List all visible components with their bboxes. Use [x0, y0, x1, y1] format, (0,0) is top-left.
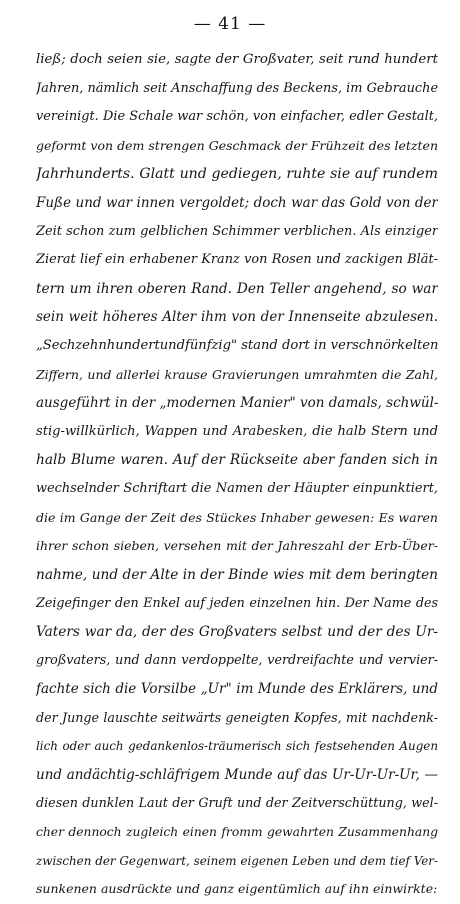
text-line: ihrer schon sieben, versehen mit der Jahreszahl der Erb-Über-	[36, 538, 438, 554]
text-line: sunkenen ausdrückte und ganz eigentümlich auf ihn einwirkte:	[36, 881, 438, 897]
text-line: halb Blume waren. Auf der Rückseite aber fanden sich in	[36, 452, 438, 469]
text-line: wechselnder Schriftart die Namen der Häupter einpunktiert,	[36, 480, 438, 496]
text-line: Ziffern, und allerlei krause Gravierungen umrahmten die Zahl,	[36, 366, 438, 382]
text-line: der Junge lauschte seitwärts geneigten Kopfes, mit nachdenk-	[36, 709, 438, 725]
page-number: — 41 —	[193, 14, 267, 34]
text-line: sein weit höheres Alter ihm von der Innenseite abzulesen.	[36, 309, 438, 326]
text-line: „Sechzehnhundertundfünfzig" stand dort in verschnörkelten	[36, 337, 438, 353]
text-line: großvaters, und dann verdoppelte, verdreifachte und vervier-	[36, 652, 438, 668]
text-line: zwischen der Gegenwart, seinem eigenen Leben und dem tief Ver-	[36, 853, 438, 868]
text-line: und andächtig-schläfrigem Munde auf das Ur-Ur-Ur-Ur, —	[36, 766, 438, 783]
text-line: stig-willkürlich, Wappen und Arabesken, die halb Stern und	[36, 423, 438, 439]
text-line: cher dennoch zugleich einen fromm gewahrten Zusammenhang	[36, 825, 438, 840]
text-line: nahme, und der Alte in der Binde wies mit dem beringten	[36, 566, 438, 583]
text-line: Zeit schon zum gelblichen Schimmer verblichen. Als einziger	[36, 223, 438, 239]
text-line: lich oder auch gedankenlos-träumerisch sich festsehenden Augen	[36, 739, 438, 754]
text-line: Zierat lief ein erhabener Kranz von Rosen und zackigen Blät-	[36, 252, 438, 268]
text-line: geformt von dem strengen Geschmack der Frühzeit des letzten	[36, 137, 438, 153]
text-line: diesen dunklen Laut der Gruft und der Zeitverschüttung, wel-	[36, 795, 438, 811]
text-line: Vaters war da, der des Großvaters selbst und der des Ur-	[36, 623, 438, 640]
text-line: Fuße und war innen vergoldet; doch war das Gold von der	[36, 194, 438, 211]
text-line: Jahrhunderts. Glatt und gediegen, ruhte sie auf rundem	[36, 166, 438, 183]
text-line: die im Gange der Zeit des Stückes Inhaber gewesen: Es waren	[36, 509, 438, 525]
text-line: fachte sich die Vorsilbe „Ur" im Munde des Erklärers, und	[36, 681, 438, 698]
text-line: ausgeführt in der „modernen Manier" von damals, schwül-	[36, 395, 438, 412]
text-line: Zeigefinger den Enkel auf jeden einzelnen hin. Der Name des	[36, 595, 438, 611]
text-line: tern um ihren oberen Rand. Den Teller angehend, so war	[36, 280, 438, 297]
text-line: Jahren, nämlich seit Anschaffung des Beckens, im Gebrauche	[36, 80, 438, 96]
body-text	[36, 46, 438, 904]
text-line: vereinigt. Die Schale war schön, von einfacher, edler Gestalt,	[36, 109, 438, 125]
text-line: ließ; doch seien sie, sagte der Großvater, seit rund hundert	[36, 52, 438, 67]
